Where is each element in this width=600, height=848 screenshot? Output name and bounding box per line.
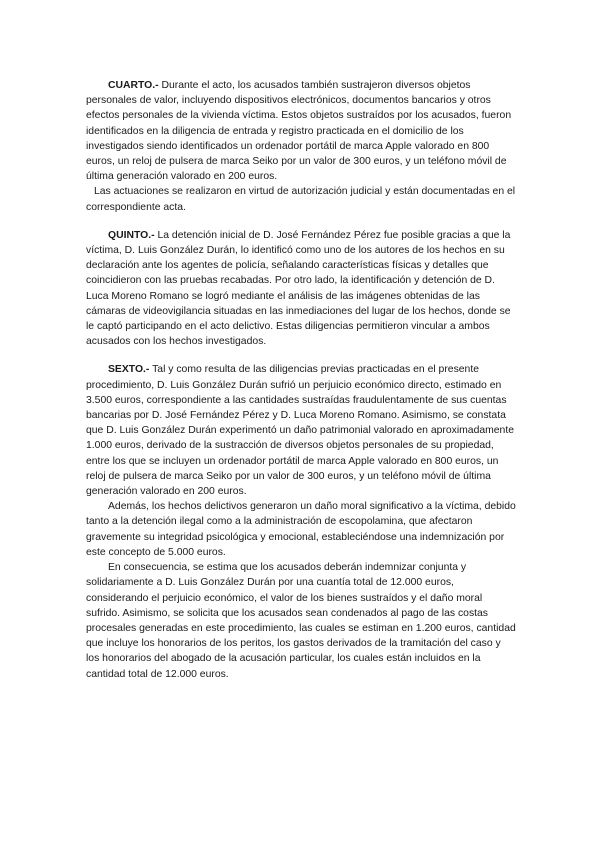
paragraph-sexto-2: Además, los hechos delictivos generaron un daño moral significativo a la víctima, debido tanto a la detención ilegal como a la administración de escopolamina, que afectaron gravemente su integridad psicológica y emocional, estableciéndose una indemnización por este concepto de 5.000 euros. bbox=[86, 501, 516, 558]
paragraph-cuarto-2: Las actuaciones se realizaron en virtud de autorización judicial y están documentadas en el correspondiente acta. bbox=[86, 186, 516, 213]
heading-cuarto: CUARTO.- bbox=[108, 80, 159, 91]
heading-quinto: QUINTO.- bbox=[108, 229, 155, 241]
paragraph-quinto-text: La detención inicial de D. José Fernández Pérez fue posible gracias a que la víctima, D. Luis González Durán, lo identificó como uno de los autores de los hechos en su declaración ante los agentes de policía, señalando características físicas y detalles que coincidieron con las pruebas recabadas. Por otro lado, la identificación y detención de D. Luca Moreno Romano se logró mediante el análisis de las imágenes obtenidas de las cámaras de videovigilancia situadas en las inmediaciones del lugar de los hechos, donde se le captó participando en el acto delictivo. Estas diligencias permitieron vincular a ambos acusados con los hechos investigados. bbox=[86, 229, 511, 348]
paragraph-cuarto bbox=[86, 78, 516, 184]
paragraph-cuarto-text: Durante el acto, los acusados también sustrajeron diversos objetos personales de valor, incluyendo dispositivos electrónicos, documentos bancarios y otros efectos personales de la vivienda víctima. Estos objetos sustraídos por los acusados, fueron identificados en la diligencia de entrada y registro practicada en el domicilio de los investigados siendo identificados un ordenador portátil de marca Apple valorado en 800 euros, un reloj de pulsera de marca Seiko por un valor de 300 euros, y un teléfono móvil de última generación valorado en 200 euros. bbox=[86, 80, 512, 183]
heading-sexto: SEXTO.- bbox=[108, 364, 150, 376]
paragraph-sexto-3: En consecuencia, se estima que los acusados deberán indemnizar conjunta y solidariamente a D. Luis González Durán por una cuantía total de 12.000 euros, considerando el perjuicio económico, el valor de los bienes sustraídos y el daño moral sufrido. Asimismo, se solicita que los acusados sean condenados al pago de las costas procesales generadas en este procedimiento, las cuales se estiman en 1.200 euros, cantidad que incluye los honorarios de los peritos, los gastos derivados de la tramitación del caso y los honorarios del abogado de la acusación particular, los cuales están incluidos en la cantidad total de 12.000 euros. bbox=[86, 562, 516, 680]
paragraph-sexto-text: Tal y como resulta de las diligencias previas practicadas en el presente procedimiento, D. Luis González Durán sufrió un perjuicio económico directo, estimado en 3.500 euros, correspondiente a las cantidades sustraídas fraudulentamente de sus cuentas bancarias por D. José Fernández Pérez y D. Luca Moreno Romano. Asimismo, se constata que D. Luis González Durán experimentó un daño patrimonial valorado en aproximadamente 1.000 euros, derivado de la sustracción de diversos objetos personales de su propiedad, entre los que se incluyen un ordenador portátil de marca Apple valorado en 800 euros, un reloj de pulsera de marca Seiko por un valor de 300 euros, y un teléfono móvil de última generación valorado en 200 euros. bbox=[86, 364, 514, 498]
paragraph-sexto bbox=[86, 362, 516, 499]
paragraph-quinto bbox=[86, 228, 516, 350]
